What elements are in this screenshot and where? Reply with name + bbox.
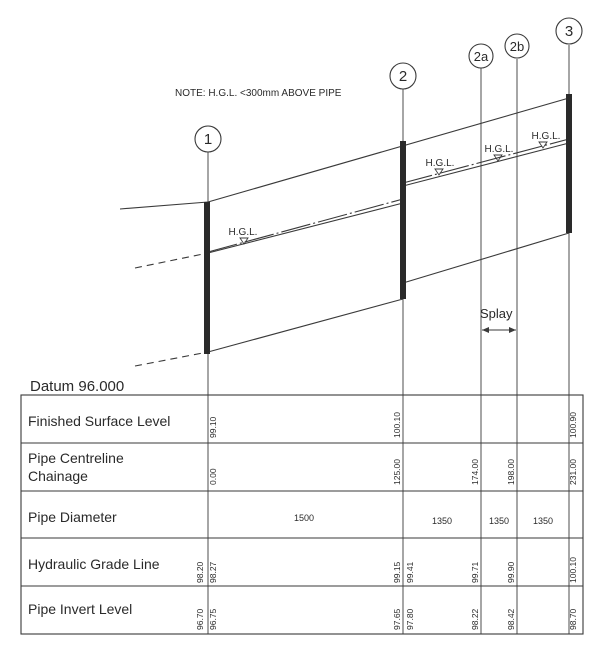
manhole-2-shaft xyxy=(400,141,406,299)
hgl-tag-1: H.G.L. xyxy=(228,227,258,238)
invert-value-3: 97.65 xyxy=(392,608,402,630)
hgl-note: NOTE: H.G.L. <300mm ABOVE PIPE xyxy=(175,88,342,99)
pipe-invert-segment-2 xyxy=(403,233,569,283)
hgl-tag-3: H.G.L. xyxy=(484,144,514,155)
chainage-value-1: 0.00 xyxy=(208,468,218,485)
node-2b-marker xyxy=(505,34,529,58)
row-label-finished-surface: Finished Surface Level xyxy=(28,413,171,429)
pipe-crown-upstream-dashed xyxy=(135,253,208,268)
node-1-marker xyxy=(195,126,221,152)
fsl-value-1: 99.10 xyxy=(208,416,218,438)
pipe-invert-upstream-dashed xyxy=(135,352,208,366)
hgl-value-1: 98.20 xyxy=(195,561,205,583)
hgl-value-2: 98.27 xyxy=(208,561,218,583)
chainage-value-3: 174.00 xyxy=(470,459,480,485)
row-label-invert: Pipe Invert Level xyxy=(28,601,133,617)
surface-line-upstream xyxy=(120,202,208,209)
node-3-label: 3 xyxy=(564,23,574,40)
diameter-value-2: 1350 xyxy=(431,516,453,526)
hgl-tag-2: H.G.L. xyxy=(425,158,455,169)
profile-table xyxy=(21,395,583,634)
invert-value-2: 96.75 xyxy=(208,608,218,630)
diameter-value-3: 1350 xyxy=(488,516,510,526)
node-2-marker xyxy=(390,63,416,89)
diameter-value-1: 1500 xyxy=(293,513,315,523)
hgl-value-3: 99.15 xyxy=(392,561,402,583)
row-label-chainage-line1: Pipe Centreline xyxy=(28,450,124,466)
invert-value-4: 97.80 xyxy=(405,608,415,630)
invert-value-7: 98.70 xyxy=(568,608,578,630)
invert-value-5: 98.22 xyxy=(470,608,480,630)
hgl-line-segment-1 xyxy=(208,199,403,252)
splay-label: Splay xyxy=(480,306,513,321)
finished-surface-line xyxy=(208,98,569,202)
fsl-value-2: 100.10 xyxy=(392,412,402,438)
node-2a-label: 2a xyxy=(473,49,489,64)
invert-value-6: 98.42 xyxy=(506,608,516,630)
node-2a-marker xyxy=(469,44,493,68)
chainage-value-4: 198.00 xyxy=(506,459,516,485)
node-1-label: 1 xyxy=(203,131,213,148)
chainage-value-2: 125.00 xyxy=(392,459,402,485)
hgl-value-7: 100.10 xyxy=(568,557,578,583)
datum-label: Datum 96.000 xyxy=(30,378,125,395)
invert-value-1: 96.70 xyxy=(195,608,205,630)
arrow-right-icon xyxy=(509,327,516,333)
pipe-invert-segment-1 xyxy=(208,299,403,352)
row-label-diameter: Pipe Diameter xyxy=(28,509,117,525)
node-2b-label: 2b xyxy=(509,39,525,54)
diameter-value-4: 1350 xyxy=(532,516,554,526)
manhole-3-shaft xyxy=(566,94,572,233)
hgl-value-5: 99.71 xyxy=(470,561,480,583)
fsl-value-3: 100.90 xyxy=(568,412,578,438)
row-label-chainage-line2: Chainage xyxy=(28,468,88,484)
manhole-1-shaft xyxy=(204,202,210,354)
hgl-value-6: 99.90 xyxy=(506,561,516,583)
row-label-hgl: Hydraulic Grade Line xyxy=(28,556,160,572)
chainage-value-5: 231.00 xyxy=(568,459,578,485)
hgl-value-4: 99.41 xyxy=(405,561,415,583)
arrow-left-icon xyxy=(482,327,489,333)
node-3-marker xyxy=(556,18,582,44)
hgl-tag-4: H.G.L. xyxy=(531,131,561,142)
node-2-label: 2 xyxy=(398,68,408,85)
